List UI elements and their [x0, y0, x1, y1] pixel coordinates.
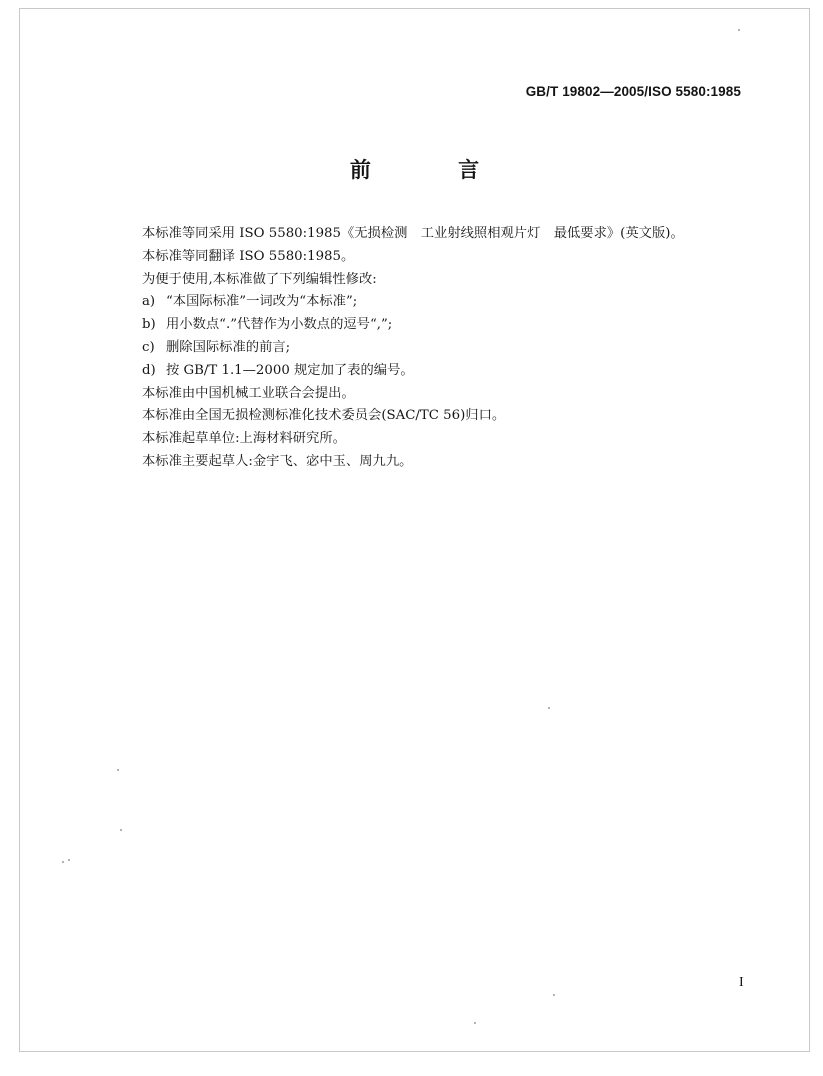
list-item [142, 337, 782, 360]
paragraph-adoption: 本标准等同采用 ISO 5580:1985《无损检测 工业射线照相观片灯 最低要求》(英文版)。 [142, 226, 684, 241]
list-item [142, 291, 782, 314]
scan-speck [738, 29, 740, 31]
document-page [19, 8, 810, 1052]
scan-speck [117, 769, 119, 771]
paragraph-proposer: 本标准由中国机械工业联合会提出。 [142, 385, 355, 401]
list-item-text: “本国际标准”一词改为“本标准”; [166, 294, 358, 310]
list-marker: d) [142, 362, 156, 378]
paragraph-edits-intro: 为便于使用,本标准做了下列编辑性修改: [142, 271, 377, 287]
list-item-text: 删除国际标准的前言; [166, 339, 291, 355]
page-number: I [739, 975, 744, 990]
scan-speck [553, 994, 555, 996]
list-item [142, 314, 782, 337]
scan-speck [68, 859, 70, 861]
page-title: 前 言 [349, 158, 520, 182]
standard-code-header: GB/T 19802—2005/ISO 5580:1985 [525, 84, 741, 99]
list-item-text: 按 GB/T 1.1—2000 规定加了表的编号。 [166, 362, 414, 378]
document-body [142, 223, 782, 474]
paragraph-committee: 本标准由全国无损检测标准化技术委员会(SAC/TC 56)归口。 [142, 408, 506, 424]
list-item-text: 用小数点“.”代替作为小数点的逗号“,”; [166, 317, 393, 333]
scan-speck [548, 707, 550, 709]
scan-speck [474, 1022, 476, 1024]
list-marker: c) [142, 339, 155, 355]
list-item [142, 360, 782, 383]
list-marker: b) [142, 317, 156, 333]
paragraph-translation: 本标准等同翻译 ISO 5580:1985。 [142, 248, 355, 264]
list-marker: a) [142, 294, 156, 310]
paragraph-drafting-unit: 本标准起草单位:上海材料研究所。 [142, 431, 346, 447]
paragraph-drafters: 本标准主要起草人:金宇飞、宓中玉、周九九。 [142, 453, 413, 469]
scan-speck [120, 829, 122, 831]
scan-speck [62, 861, 64, 863]
